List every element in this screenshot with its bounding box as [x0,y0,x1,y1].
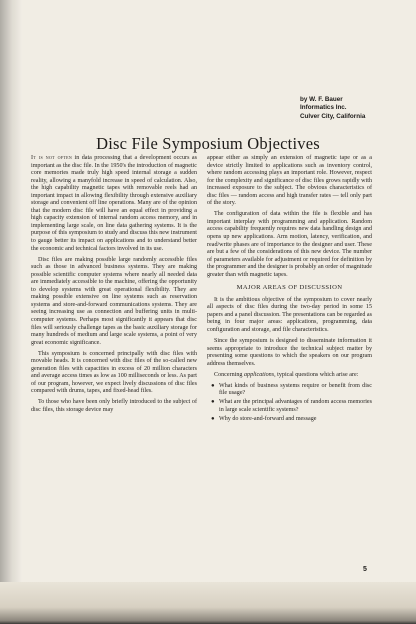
left-paragraph-1 [31,155,197,253]
byline-location: Culver City, California [300,112,366,120]
list-item [207,383,372,398]
byline-company: Informatics Inc. [300,104,347,112]
right-column [207,155,372,425]
bullet-icon: ● [211,399,215,406]
list-item-text: What are the principal advantages of random access memories in large scale scientific systems? [219,399,372,413]
right-paragraph-1: appear either as simply an extension of magnetic tape or as a device strictly limited to applications such as inventory control, where random accessing plays an important role. However, respect for the complexity and significance of disc files grows rapidly with increased exposure to the subject. The obvious characteristics of disc files — random access and high transfer rates — tell only part of the story. [207,155,372,207]
page-bottom-edge [0,582,416,624]
byline-author: by W. F. Bauer [300,96,343,103]
right-paragraph-4: Since the symposium is designed to disseminate information it seems appropriate to introduce the technical subject matter by presenting some questions to which the speakers on our program address themselves. [207,338,372,367]
bullet-icon: ● [211,415,215,422]
right-paragraph-5-post: , typical questions which arise are: [274,371,359,378]
right-paragraph-5 [207,372,372,380]
right-paragraph-5-pre: Concerning [214,371,244,378]
right-paragraph-3: It is the ambitious objective of the symposium to cover nearly all aspects of disc files during the two-day period in some 15 papers and a panel discussion. The presentations can be regarded as being in four major areas: applications, programming, data configuration and storage, and file characteristics. [207,296,372,333]
left-paragraph-1-text: in data processing that a development occurs as important as the disc file. In the 1950's the introduction of magnetic core memories made truly high speed internal storage a sudden reality, allowing a manyfold increase in speed of calculation. Also, the high capability magnetic tapes with removable reels had an important impact in allowing flexibility through extensive auxiliary storage and convenient off line operations. Many are of the opinion that the modern disc file will have an equal effect in providing a high capacity extension of internal random access memory, and in implementing large scale, on line data gathering systems. It is the purpose of this symposium to study and discuss this new instrument to gauge better its impact on applications and to understand better the economic and technical factors involved in its use. [31,155,197,252]
left-column [31,155,197,418]
applications-emphasis: applications [243,371,275,378]
list-item [207,416,372,424]
left-paragraph-4: To those who have been only briefly introduced to the subject of disc files, this storage device may [31,399,197,413]
list-item [207,399,372,414]
lead-in-small-caps: It is not often [31,155,73,161]
bullet-icon: ● [211,382,215,389]
page-number: 5 [363,566,367,573]
right-paragraph-2: The configuration of data within the file is flexible and has important interplay with programming and application. Random access capability frequently requires new data handling design and opens up new applications. Arm motion, latency, verification, and read/write phases are of importance to the designer and user. These are but a few of the considerations of this new device. The number of parameters available for adjustment or required for definition by the programmer and the designer is probably an order of magnitude greater than with magnetic tapes. [207,211,372,278]
list-item-text: Why do store-and-forward and message [219,415,317,422]
left-paragraph-2: Disc files are making possible large randomly accessible files such as those in advanced business systems. They are making possible scientific computer systems where nearly all needed data are immediately accessible to the machine, offering the opportunity to develop systems with great operational flexibility. They are making possible extensive on line systems such as reservation systems and store-and-forward communications systems. They are seeing increasing use as connection and buffering units in multi-computer systems. Perhaps most significantly it appears that disc files will seriously challenge tapes as the basic auxiliary storage for many hundreds of medium and large scale systems, a point of very great economic significance. [31,256,197,346]
byline [300,96,380,121]
section-heading: MAJOR AREAS OF DISCUSSION [236,284,343,292]
article-title: Disc File Symposium Objectives [96,134,320,153]
left-paragraph-3: This symposium is concerned principally with disc files with movable heads. It is concerned with disc files of the so-called new generation files with capacities in excess of 20 million characters and average access times as low as 100 milliseconds or less. As part of our program, however, we expect lively discussions of disc files compared with drums, tapes, and fixed-head files. [31,350,197,395]
binding-gutter-shadow [0,0,22,624]
question-list [207,383,372,424]
list-item-text: What kinds of business systems require or benefit from disc file usage? [219,382,372,397]
